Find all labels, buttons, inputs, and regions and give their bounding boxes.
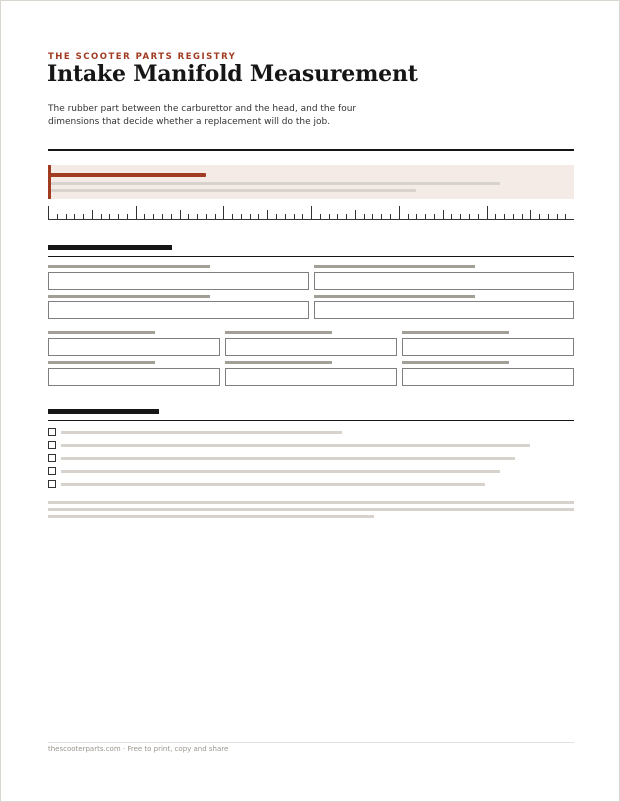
ruler-tick xyxy=(74,214,75,219)
ruler-tick xyxy=(451,214,452,219)
closing-text-line xyxy=(48,515,374,518)
ruler-tick xyxy=(434,214,435,219)
band-placeholder-line xyxy=(51,189,416,192)
field-label xyxy=(225,331,332,334)
highlight-band xyxy=(48,165,574,199)
field-label xyxy=(48,361,155,364)
ruler-tick xyxy=(215,214,216,219)
ruler-tick xyxy=(118,214,119,219)
field-label xyxy=(48,265,210,268)
checklist-checkbox[interactable] xyxy=(48,454,56,462)
field-input[interactable] xyxy=(402,338,574,356)
ruler-tick xyxy=(495,214,496,219)
ruler-tick xyxy=(311,206,312,219)
section-rule xyxy=(48,420,574,421)
ruler-tick xyxy=(302,214,303,219)
footer-rule xyxy=(48,742,574,743)
closing-text-line xyxy=(48,508,574,511)
ruler-tick xyxy=(232,214,233,219)
field-label xyxy=(48,331,155,334)
checklist-checkbox[interactable] xyxy=(48,467,56,475)
ruler-tick xyxy=(487,206,488,219)
ruler-tick xyxy=(337,214,338,219)
ruler-tick xyxy=(109,214,110,219)
field-label xyxy=(402,361,509,364)
ruler-tick xyxy=(320,214,321,219)
checklist-checkbox[interactable] xyxy=(48,441,56,449)
ruler-tick xyxy=(144,214,145,219)
ruler-tick xyxy=(285,214,286,219)
ruler-tick xyxy=(364,214,365,219)
ruler-tick xyxy=(548,214,549,219)
page-title: Intake Manifold Measurement xyxy=(47,61,418,87)
ruler-tick xyxy=(557,214,558,219)
ruler-tick xyxy=(329,214,330,219)
field-input[interactable] xyxy=(48,301,309,319)
ruler-tick xyxy=(66,214,67,219)
ruler-tick xyxy=(48,206,49,219)
ruler-tick xyxy=(399,206,400,219)
section-rule xyxy=(48,256,574,257)
ruler-tick xyxy=(276,214,277,219)
field-input[interactable] xyxy=(48,272,309,290)
ruler-tick xyxy=(197,214,198,219)
field-label xyxy=(48,295,210,298)
checklist-item-text xyxy=(61,483,485,486)
ruler-tick xyxy=(425,214,426,219)
ruler-tick xyxy=(478,214,479,219)
ruler-tick xyxy=(223,206,224,219)
checklist-checkbox[interactable] xyxy=(48,428,56,436)
ruler-tick xyxy=(57,214,58,219)
ruler-tick xyxy=(267,210,268,219)
field-input[interactable] xyxy=(314,301,574,319)
ruler-tick xyxy=(565,214,566,219)
ruler-tick xyxy=(381,214,382,219)
ruler-tick xyxy=(513,214,514,219)
ruler-tick xyxy=(294,214,295,219)
ruler-tick xyxy=(504,214,505,219)
checklist-item-text xyxy=(61,444,530,447)
ruler-tick xyxy=(171,214,172,219)
field-label xyxy=(402,331,509,334)
checklist-checkbox[interactable] xyxy=(48,480,56,488)
ruler-tick xyxy=(539,214,540,219)
field-input[interactable] xyxy=(225,368,397,386)
ruler-tick xyxy=(443,210,444,219)
ruler-tick xyxy=(416,214,417,219)
field-label xyxy=(225,361,332,364)
field-input[interactable] xyxy=(48,338,220,356)
ruler-baseline xyxy=(48,219,574,220)
ruler-tick xyxy=(101,214,102,219)
ruler-tick xyxy=(188,214,189,219)
ruler-tick xyxy=(258,214,259,219)
ruler-tick xyxy=(390,214,391,219)
ruler-scale xyxy=(48,205,574,221)
ruler-tick xyxy=(460,214,461,219)
ruler-tick xyxy=(162,214,163,219)
field-input[interactable] xyxy=(48,368,220,386)
closing-text-line xyxy=(48,501,574,504)
ruler-tick xyxy=(241,214,242,219)
ruler-tick xyxy=(372,214,373,219)
ruler-tick xyxy=(355,210,356,219)
ruler-tick xyxy=(92,210,93,219)
field-input[interactable] xyxy=(402,368,574,386)
field-input[interactable] xyxy=(225,338,397,356)
ruler-tick xyxy=(136,206,137,219)
checklist-item-text xyxy=(61,457,515,460)
intro-paragraph: The rubber part between the carburettor and the head, and the four dimensions that decide whether a replacement will do the job. xyxy=(48,104,357,127)
footer-text: thescooterparts.com · Free to print, copy and share xyxy=(48,745,229,753)
band-placeholder-line xyxy=(51,182,500,185)
ruler-tick xyxy=(83,214,84,219)
ruler-tick xyxy=(530,210,531,219)
publication-kicker: THE SCOOTER PARTS REGISTRY xyxy=(48,52,237,62)
field-input[interactable] xyxy=(314,272,574,290)
header-rule xyxy=(48,149,574,151)
ruler-tick xyxy=(206,214,207,219)
field-label xyxy=(314,265,475,268)
ruler-tick xyxy=(408,214,409,219)
field-label xyxy=(314,295,475,298)
checklist-item-text xyxy=(61,431,342,434)
ruler-tick xyxy=(250,214,251,219)
ruler-tick xyxy=(346,214,347,219)
band-accent-line xyxy=(48,173,206,177)
ruler-tick xyxy=(180,210,181,219)
ruler-tick xyxy=(127,214,128,219)
ruler-tick xyxy=(522,214,523,219)
ruler-tick xyxy=(469,214,470,219)
ruler-tick xyxy=(153,214,154,219)
section-heading-bar xyxy=(48,409,159,414)
section-heading-bar xyxy=(48,245,172,250)
checklist-item-text xyxy=(61,470,500,473)
